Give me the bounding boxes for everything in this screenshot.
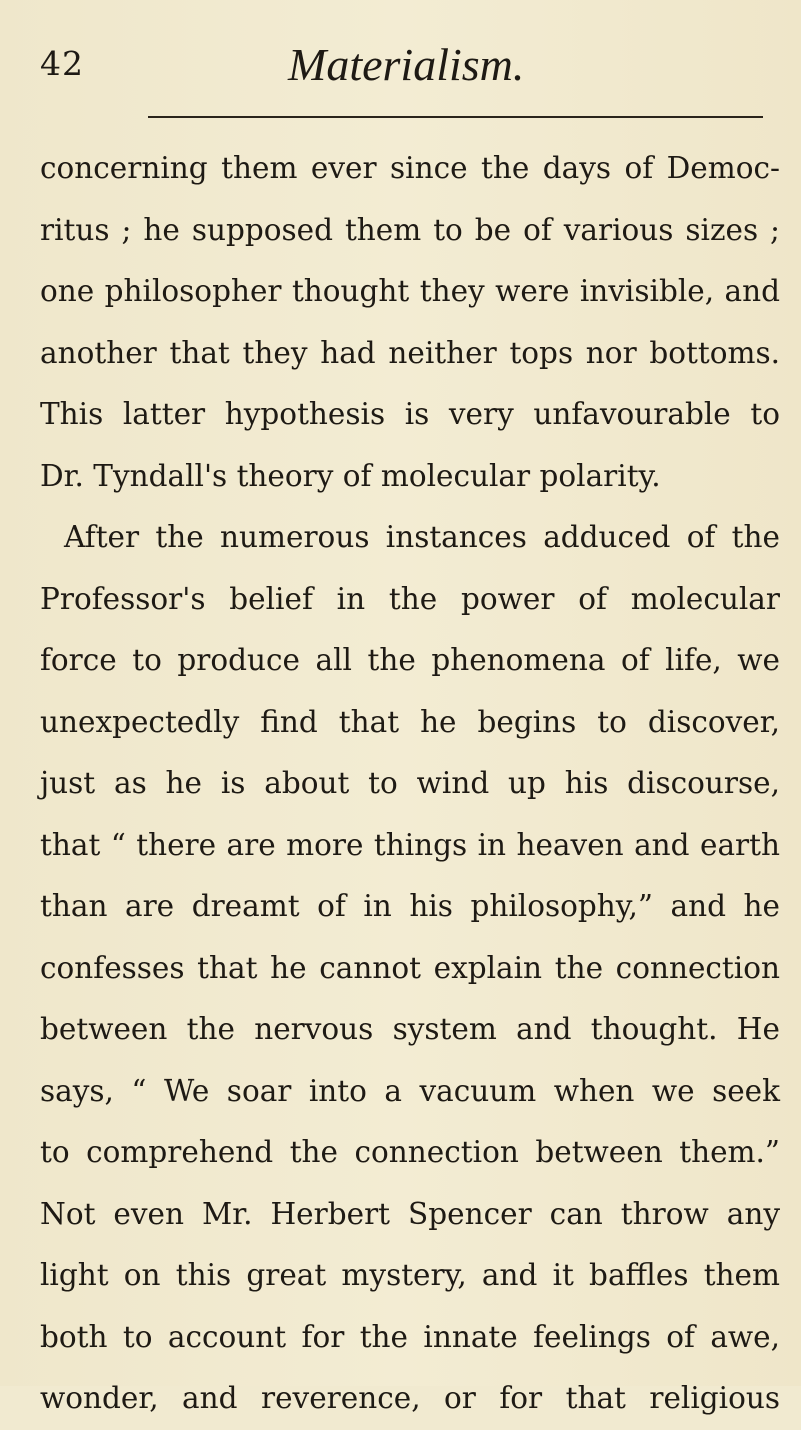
text-line: one philosopher thought they were invisible, and: [40, 274, 780, 308]
text-line: ritus ; he supposed them to be of various sizes ;: [40, 212, 780, 247]
text-line: concerning them ever since the days of Democ-: [40, 151, 780, 185]
text-line: Dr. Tyndall's theory of molecular polarity.: [40, 458, 661, 493]
text-line: Professor's belief in the power of molecular: [40, 581, 780, 616]
text-line: says, “ We soar into a vacuum when we seek: [40, 1073, 780, 1108]
text-line: wonder, and reverence, or for that religious: [40, 1381, 780, 1415]
running-title: Materialism.: [288, 39, 525, 90]
text-line: light on this great mystery, and it baffles them: [40, 1258, 780, 1292]
text-line: Not even Mr. Herbert Spencer can throw any: [40, 1196, 780, 1231]
text-line: another that they had neither tops nor bottoms.: [40, 335, 780, 370]
text-line: to comprehend the connection between them.”: [40, 1135, 780, 1169]
page-number: 42: [40, 44, 84, 83]
text-line: both to account for the innate feelings of awe,: [40, 1319, 780, 1354]
body-text: [40, 138, 780, 1430]
header-rule: [148, 116, 763, 118]
text-line: than are dreamt of in his philosophy,” and he: [40, 889, 780, 923]
text-line: that “ there are more things in heaven and earth: [40, 827, 780, 862]
text-line: between the nervous system and thought. He: [40, 1012, 780, 1046]
text-line: force to produce all the phenomena of life, we: [40, 643, 780, 677]
text-line: This latter hypothesis is very unfavourable to: [40, 397, 780, 431]
text-line: just as he is about to wind up his discourse,: [40, 766, 780, 800]
text-line: confesses that he cannot explain the connection: [40, 950, 780, 985]
text-line: After the numerous instances adduced of the: [64, 520, 780, 554]
text-line: unexpectedly find that he begins to discover,: [40, 704, 780, 739]
